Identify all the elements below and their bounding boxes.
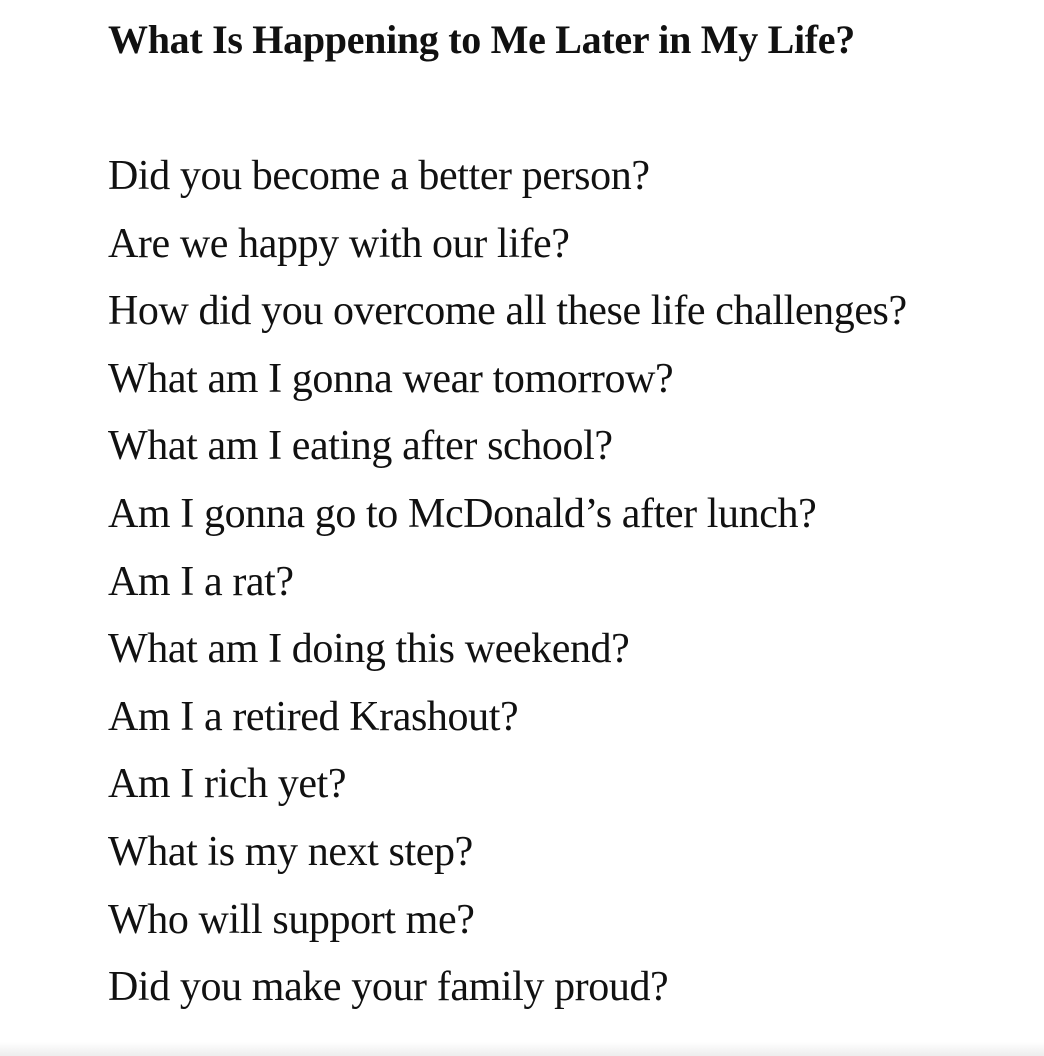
poem-line: Am I gonna go to McDonald’s after lunch? xyxy=(108,490,817,537)
poem-line: What am I gonna wear tomorrow? xyxy=(108,355,674,402)
page-bottom-edge xyxy=(0,1042,1044,1056)
poem-line: Are we happy with our life? xyxy=(108,220,570,267)
poem-line: What am I eating after school? xyxy=(108,423,613,470)
poem-line: Am I rich yet? xyxy=(108,761,347,808)
poem-line: Who will support me? xyxy=(108,896,475,943)
poem-line: How did you overcome all these life challenges? xyxy=(108,288,907,335)
poem-line: Am I a rat? xyxy=(108,558,294,605)
poem-line: Am I a retired Krashout? xyxy=(108,693,519,740)
poem-line: Did you become a better person? xyxy=(108,153,650,199)
poem-line: What is my next step? xyxy=(108,828,473,875)
poem-line: What am I doing this weekend? xyxy=(108,626,630,673)
poem-body xyxy=(108,143,907,1022)
poem-line: Did you make your family proud? xyxy=(108,964,669,1011)
poem-title: What Is Happening to Me Later in My Life? xyxy=(108,17,855,62)
